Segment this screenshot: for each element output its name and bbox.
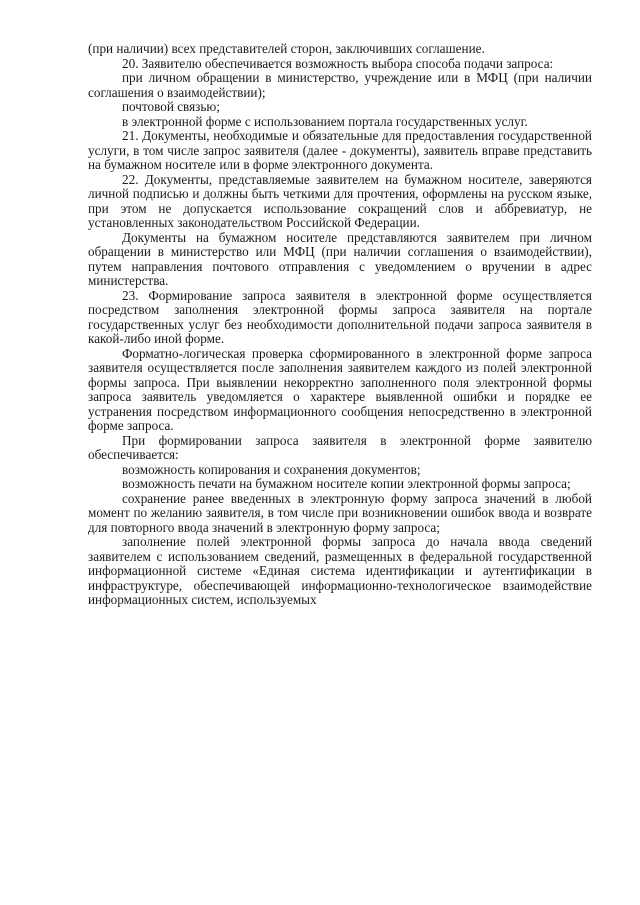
paragraph-provided-save: сохранение ранее введенных в электронную форму запроса значений в любой момент по желанию заявителя, в том числе при возникновении ошибок ввода и возврате для повторного ввода значений в электронную форму запроса; [88, 490, 592, 535]
paragraph-provided-intro: При формировании запроса заявителя в электронной форме заявителю обеспечивается: [88, 432, 592, 462]
paragraph-item-20: 20. Заявителю обеспечивается возможность выбора способа подачи запроса: [122, 55, 554, 71]
document-body [88, 42, 592, 608]
paragraph-provided-copy: возможность копирования и сохранения документов; [122, 461, 421, 477]
paragraph-paper-documents: Документы на бумажном носителе представляются заявителем при личном обращении в министерство или МФЦ (при наличии соглашения о взаимодействии), путем направления почтового отправления с уведомлением о вручении в адрес министерства. [88, 229, 592, 288]
paragraph-option-personal: при личном обращении в министерство, учреждение или в МФЦ (при наличии соглашения о взаимодействии); [88, 70, 592, 100]
paragraph-provided-print: возможность печати на бумажном носителе копии электронной формы запроса; [122, 476, 571, 491]
paragraph-option-post: почтовой связью; [122, 99, 220, 114]
paragraph-continuation: (при наличии) всех представителей сторон, заключивших соглашение. [88, 41, 485, 56]
paragraph-option-electronic: в электронной форме с использованием портала государственных услуг. [122, 113, 528, 129]
paragraph-item-23: 23. Формирование запроса заявителя в электронной форме осуществляется посредством заполнения электронной формы запроса заявителя на портале государственных услуг без необходимости дополнительной подачи запроса заявителя в какой-либо иной форме. [88, 287, 592, 346]
paragraph-format-check: Форматно-логическая проверка сформированного в электронной форме запроса заявителя осуществляется после заполнения заявителем каждого из полей электронной формы запроса. При выявлении некорректно заполненного поля электронной формы запроса заявитель уведомляется о характере выявленной ошибки и порядке ее устранения посредством информационного сообщения непосредственно в электронной форме запроса. [88, 345, 592, 433]
paragraph-item-22: 22. Документы, представляемые заявителем на бумажном носителе, заверяются личной подписью и должны быть четкими для прочтения, оформлены на русском языке, при этом не допускается использование сокращений слов и аббревиатур, не установленных законодательством Российской Федерации. [88, 171, 592, 230]
paragraph-provided-prefill: заполнение полей электронной формы запроса до начала ввода сведений заявителем с использованием сведений, размещенных в федеральной государственной информационной системе «Единая система идентификации и аутентификации в инфраструктуре, обеспечивающей информационно-технологическое взаимодействие информационных систем, используемых [88, 534, 592, 607]
paragraph-item-21: 21. Документы, необходимые и обязательные для предоставления государственной услуги, в том числе запрос заявителя (далее - документы), заявитель вправе представить на бумажном носителе или в форме электронного документа. [88, 128, 592, 172]
